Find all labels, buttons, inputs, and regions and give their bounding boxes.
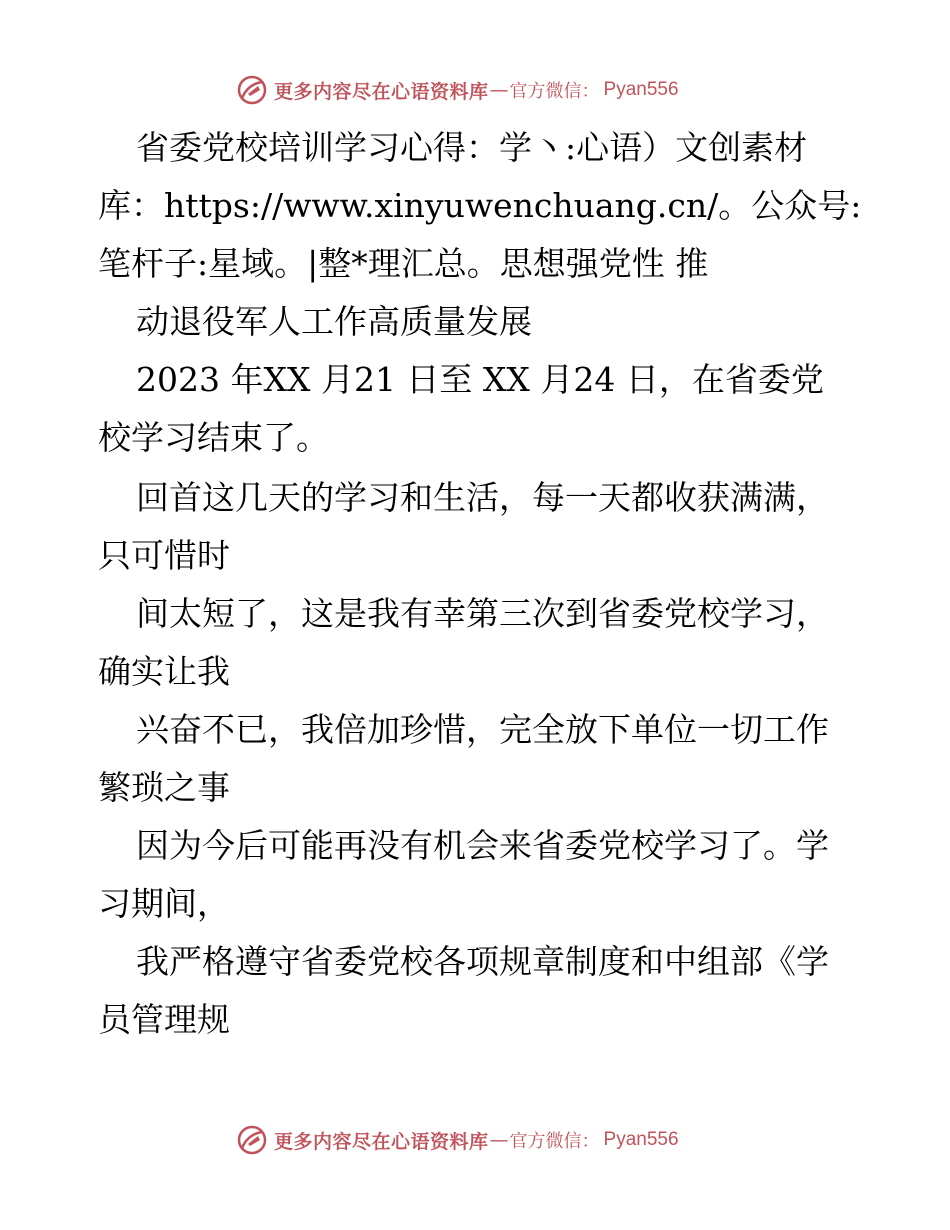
body-line: 校学习结束了。 (98, 418, 329, 457)
body-line: 习期间， (98, 884, 230, 923)
banner-text: 更多内容尽在心语资料库 (274, 1130, 489, 1153)
body-line: 员管理规 (98, 1000, 230, 1039)
body-line: 2023 年XX 月21 日至 XX 月24 日，在省委党 (136, 360, 824, 399)
banner-wechat-id: Pyan556 (603, 1129, 679, 1150)
body-line: 回首这几天的学习和生活，每一天都收获满满， (136, 478, 829, 517)
body-line: 笔杆子:星域。|整*理汇总。思想强党性 推 (98, 244, 709, 283)
body-line: 只可惜时 (98, 536, 230, 575)
banner-official-label: 官方微信： (509, 1131, 600, 1152)
banner-separator: — (489, 79, 509, 101)
pen-logo-icon (236, 1124, 268, 1156)
body-line: 省委党校培训学习心得：学丶:心语）文创素材 (136, 128, 808, 167)
banner-text: 更多内容尽在心语资料库 (274, 80, 489, 103)
body-line: 动退役军人工作高质量发展 (136, 302, 532, 341)
body-line: 库：https://www.xinyuwenchuang.cn/。公众号: (98, 186, 862, 225)
footer-banner (0, 1122, 950, 1158)
body-line: 间太短了，这是我有幸第三次到省委党校学习， (136, 594, 829, 633)
body-line: 确实让我 (98, 652, 230, 691)
body-line: 我严格遵守省委党校各项规章制度和中组部《学 (136, 942, 829, 981)
body-line: 兴奋不已，我倍加珍惜，完全放下单位一切工作 (136, 710, 829, 749)
banner-official-label: 官方微信： (509, 81, 600, 102)
banner-separator: — (489, 1129, 509, 1151)
body-line: 因为今后可能再没有机会来省委党校学习了。学 (136, 826, 829, 865)
body-line: 繁琐之事 (98, 768, 230, 807)
banner-wechat-id: Pyan556 (603, 79, 679, 100)
